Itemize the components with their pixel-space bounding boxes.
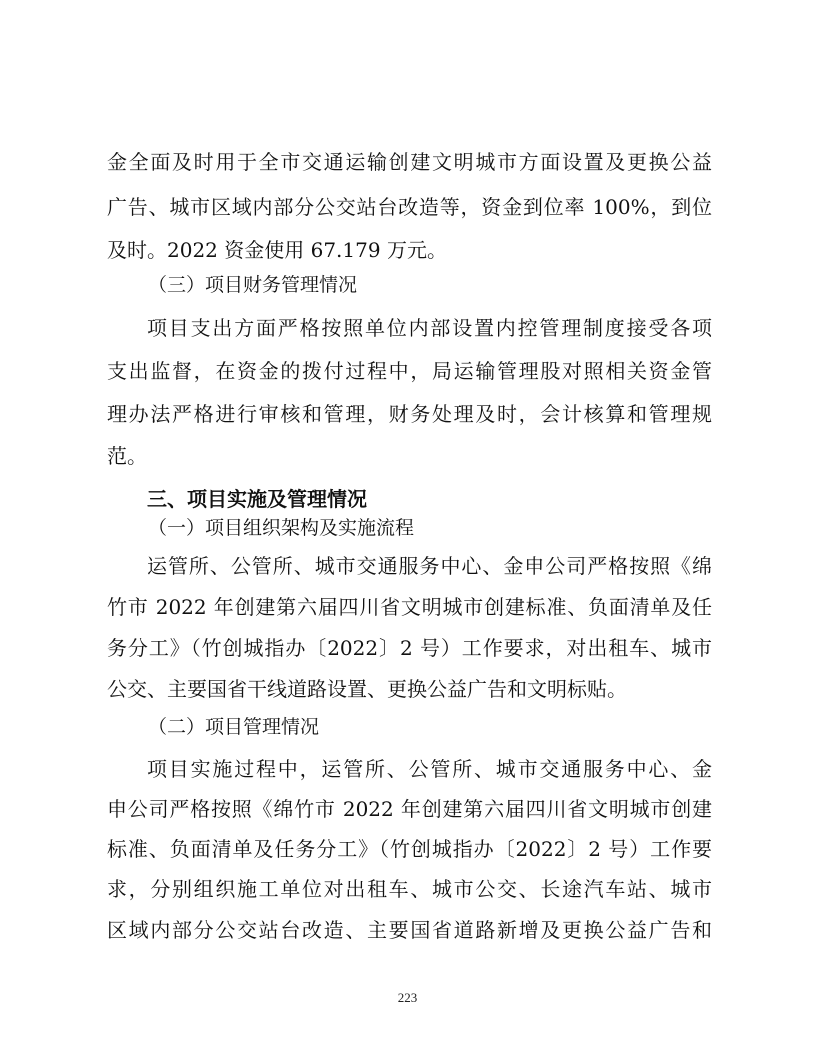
body-line: 务分工》（竹创城指办〔2022〕2 号）工作要求，对出租车、城市 [107,636,712,660]
body-line: 标准、负面清单及任务分工》（竹创城指办〔2022〕2 号）工作要 [107,837,712,861]
section-heading-level2: （二）项目管理情况 [148,716,320,738]
body-line: 项目支出方面严格按照单位内部设置内控管理制度接受各项 [147,316,712,340]
body-line: 申公司严格按照《绵竹市 2022 年创建第六届四川省文明城市创建 [107,797,712,821]
body-line: 及时。2022 资金使用 67.179 万元。 [107,238,447,262]
body-line: 公交、主要国省干线道路设置、更换公益广告和文明标贴。 [107,677,627,701]
section-heading-level1: 三、项目实施及管理情况 [147,487,367,511]
body-line: 理办法严格进行审核和管理，财务处理及时，会计核算和管理规 [107,402,712,426]
section-heading-level2: （一）项目组织架构及实施流程 [148,517,415,539]
body-line: 范。 [107,444,147,468]
body-line: 竹市 2022 年创建第六届四川省文明城市创建标准、负面清单及任 [107,595,712,619]
body-line: 区域内部分公交站台改造、主要国省道路新增及更换公益广告和 [107,918,712,942]
body-line: 运管所、公管所、城市交通服务中心、金申公司严格按照《绵 [147,554,712,578]
body-line: 项目实施过程中，运管所、公管所、城市交通服务中心、金 [147,757,712,781]
body-line: 支出监督，在资金的拨付过程中，局运输管理股对照相关资金管 [107,359,712,383]
page-number: 223 [397,990,418,1005]
body-line: 求，分别组织施工单位对出租车、城市公交、长途汽车站、城市 [107,877,712,901]
section-heading-level2: （三）项目财务管理情况 [148,274,358,296]
body-line: 金全面及时用于全市交通运输创建文明城市方面设置及更换公益 [107,150,712,174]
body-line: 广告、城市区域内部分公交站台改造等，资金到位率 100%，到位 [107,195,712,219]
